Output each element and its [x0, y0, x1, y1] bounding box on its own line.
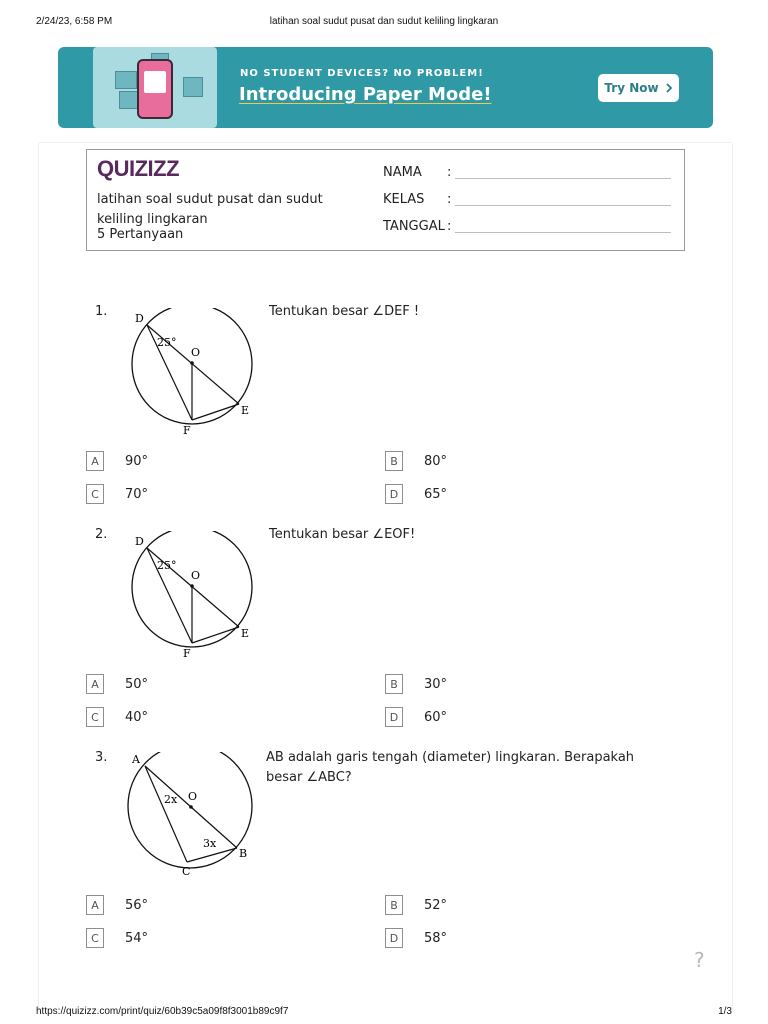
- point-label: D: [135, 312, 144, 325]
- option-a[interactable]: [86, 895, 148, 915]
- option-value: 50°: [125, 676, 149, 692]
- option-value: 40°: [125, 709, 149, 725]
- field-line: [455, 232, 671, 233]
- question-text: Tentukan besar ∠EOF!: [269, 527, 416, 542]
- circle-diagram-1: [125, 308, 260, 436]
- option-value: 58°: [424, 930, 448, 946]
- point-label: E: [241, 404, 250, 417]
- field-line: [455, 205, 671, 206]
- option-letter: C: [86, 707, 104, 727]
- option-a[interactable]: [86, 674, 148, 694]
- option-b[interactable]: [385, 451, 447, 471]
- field-kelas: KELAS :: [383, 192, 424, 207]
- try-now-label: Try Now: [604, 81, 659, 95]
- field-line: [455, 178, 671, 179]
- option-b[interactable]: [385, 895, 447, 915]
- field-label: KELAS: [383, 192, 425, 207]
- option-value: 54°: [125, 930, 149, 946]
- field-label: NAMA: [383, 165, 422, 180]
- print-url: https://quizizz.com/print/quiz/60b39c5a09f8f3001b89c9f7: [36, 1006, 289, 1017]
- option-letter: A: [86, 895, 104, 915]
- question-text: Tentukan besar ∠DEF !: [269, 304, 420, 319]
- option-d[interactable]: [385, 484, 447, 504]
- option-c[interactable]: [86, 928, 148, 948]
- option-b[interactable]: [385, 674, 447, 694]
- question-count: 5 Pertanyaan: [97, 227, 184, 242]
- option-letter: C: [86, 484, 104, 504]
- quiz-title: latihan soal sudut pusat dan sudut keliling lingkaran: [97, 192, 323, 227]
- option-letter: D: [385, 707, 403, 727]
- option-d[interactable]: [385, 928, 447, 948]
- quiz-info-box: [86, 149, 685, 251]
- banner-headline[interactable]: Introducing Paper Mode!: [239, 84, 492, 105]
- option-value: 30°: [424, 676, 448, 692]
- option-letter: A: [86, 451, 104, 471]
- option-value: 65°: [424, 486, 448, 502]
- option-letter: C: [86, 928, 104, 948]
- question-number: 3.: [95, 750, 108, 765]
- option-value: 90°: [125, 453, 149, 469]
- try-now-button[interactable]: [598, 74, 679, 102]
- option-value: 80°: [424, 453, 448, 469]
- option-letter: B: [385, 451, 403, 471]
- option-letter: B: [385, 895, 403, 915]
- field-nama: NAMA :: [383, 165, 422, 180]
- option-value: 60°: [424, 709, 448, 725]
- quizizz-logo: QUIZIZZ: [97, 156, 180, 181]
- option-c[interactable]: [86, 484, 148, 504]
- option-letter: D: [385, 928, 403, 948]
- point-label: A: [132, 753, 140, 766]
- print-date: 2/24/23, 6:58 PM: [36, 16, 113, 27]
- banner-kicker: NO STUDENT DEVICES? NO PROBLEM!: [240, 68, 484, 79]
- print-title: latihan soal sudut pusat dan sudut keliling lingkaran: [269, 16, 499, 27]
- point-label: O: [191, 346, 201, 359]
- phone-icon: [137, 59, 173, 119]
- question-number: 2.: [95, 527, 108, 542]
- point-label: F: [183, 647, 191, 659]
- angle-label: 3x: [203, 837, 217, 850]
- field-label: TANGGAL: [383, 219, 445, 234]
- paper-mode-banner[interactable]: [58, 47, 713, 128]
- point-label: F: [183, 424, 191, 436]
- option-d[interactable]: [385, 707, 447, 727]
- question-number: 1.: [95, 304, 108, 319]
- angle-label: 25°: [157, 559, 177, 572]
- circle-diagram-2: [125, 531, 260, 659]
- option-letter: D: [385, 484, 403, 504]
- option-letter: B: [385, 674, 403, 694]
- question-text: AB adalah garis tengah (diameter) lingkaran. Berapakah besar ∠ABC?: [266, 750, 635, 785]
- point-label: C: [182, 865, 191, 878]
- banner-illustration: [93, 47, 217, 128]
- option-letter: A: [86, 674, 104, 694]
- angle-label: 25°: [157, 336, 177, 349]
- option-value: 56°: [125, 897, 149, 913]
- point-label: E: [241, 627, 250, 640]
- option-value: 52°: [424, 897, 448, 913]
- point-label: D: [135, 535, 144, 548]
- point-label: B: [239, 847, 248, 860]
- option-a[interactable]: [86, 451, 148, 471]
- circle-diagram-3: [125, 752, 260, 880]
- point-label: O: [188, 790, 198, 803]
- point-label: O: [191, 569, 201, 582]
- option-c[interactable]: [86, 707, 148, 727]
- help-icon[interactable]: ?: [694, 948, 705, 972]
- page-number: 1/3: [718, 1006, 732, 1017]
- angle-label: 2x: [164, 793, 178, 806]
- field-tanggal: TANGGAL :: [383, 219, 445, 234]
- option-value: 70°: [125, 486, 149, 502]
- chevron-right-icon: [665, 83, 673, 93]
